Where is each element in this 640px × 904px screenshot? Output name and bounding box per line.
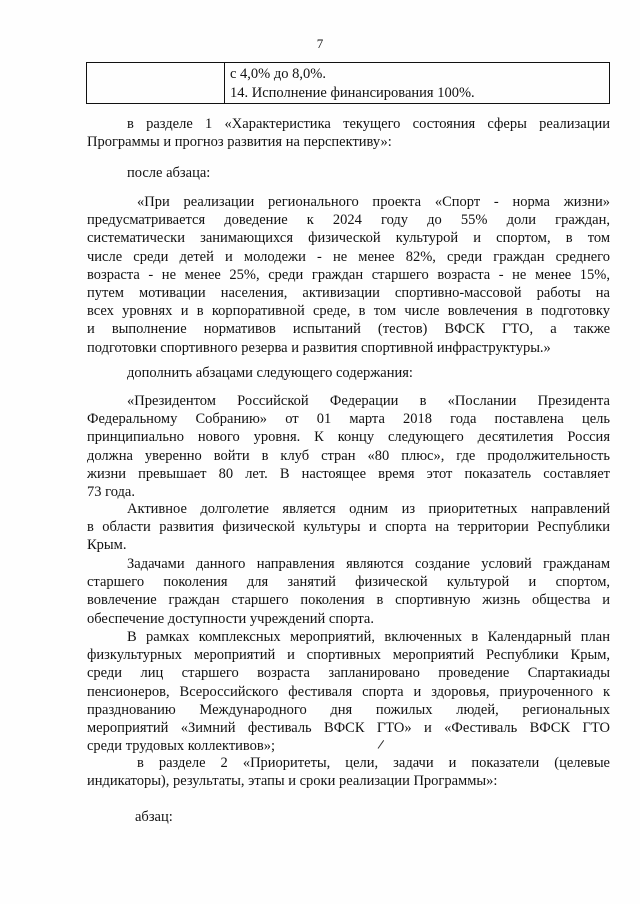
text-line: обеспечение доступности учреждений спорта. — [87, 610, 374, 627]
text-line: принципиально нового уровня. К концу следующего десятилетия Россия — [87, 429, 610, 446]
paragraph-after — [87, 164, 610, 182]
text-line: систематически занимающихся физической культурой и спортом, в том — [87, 230, 610, 247]
text-line: пенсионеров, Всероссийского фестиваля спорта и здоровья, приуроченного к — [87, 683, 610, 700]
page-number: 7 — [316, 36, 324, 51]
text-line: «Президентом Российской Федерации в «Послании Президента — [127, 393, 610, 409]
table-fragment — [86, 62, 610, 104]
paragraph-quote — [87, 193, 610, 357]
text-line: возраста - не менее 25%, среди граждан старшего возраста - не менее 15%, — [87, 266, 610, 283]
text-line: Задачами данного направления являются создание условий гражданам — [127, 556, 610, 572]
text-line: и выполнение нормативов испытаний (тестов) ВФСК ГТО, а также — [87, 321, 610, 338]
text-line: в области развития физической культуры и спорта на территории Республики — [87, 519, 610, 536]
table-column-divider — [224, 63, 225, 103]
text-line: Федеральному Собранию» от 01 марта 2018 года поставлена цель — [87, 411, 610, 428]
table-cell-line: 14. Исполнение финансирования 100%. — [230, 85, 475, 101]
text-line: подготовки спортивного резерва и развития спортивной инфраструктуры.» — [87, 339, 551, 356]
text-line: «При реализации регионального проекта «Спорт - норма жизни» — [137, 194, 610, 210]
paragraph-president — [87, 392, 610, 501]
text-line: должна уверенно войти в клуб стран «80 плюс», где продолжительность — [87, 447, 610, 464]
paragraph-section2 — [87, 754, 610, 790]
text-line: Крым. — [87, 537, 127, 554]
paragraph-tasks — [87, 555, 610, 628]
text-line: Активное долголетие является одним из приоритетных направлений — [127, 501, 610, 517]
paragraph-add — [87, 364, 610, 382]
text-line: предусматривается доведение к 2024 году до 55% доли граждан, — [87, 212, 610, 229]
text-line: жизни превышает 80 лет. В настоящее время этот показатель составляет — [87, 465, 610, 482]
text-line: в разделе 1 «Характеристика текущего состояния сферы реализации — [127, 116, 610, 132]
table-cell — [230, 65, 475, 103]
text-line: старшего поколения для занятий физической культурой и спортом, — [87, 574, 610, 591]
text-line: всех уровнях и в корпоративной среде, в том числе вовлечения в подготовку — [87, 303, 610, 320]
text-line: путем мотивации населения, активизации спортивно-массовой работы на — [87, 285, 610, 302]
text-line: мероприятий «Зимний фестиваль ВФСК ГТО» и «Фестиваль ВФСК ГТО — [87, 720, 610, 737]
text-line: Программы и прогноз развития на перспективу»: — [87, 134, 392, 151]
table-cell-line: с 4,0% до 8,0%. — [230, 66, 326, 82]
text-line: в разделе 2 «Приоритеты, цели, задачи и показатели (целевые — [137, 755, 610, 771]
text-line: индикаторы), результаты, этапы и сроки реализации Программы»: — [87, 773, 498, 790]
text-line: физкультурных мероприятий и спортивных мероприятий Республики Крым, — [87, 647, 610, 664]
paragraph-longevity — [87, 500, 610, 555]
text-line: дополнить абзацами следующего содержания: — [127, 365, 413, 381]
text-line: среди лиц старшего возраста запланировано проведение Спартакиады — [87, 665, 610, 682]
paragraph-events — [87, 628, 610, 755]
text-line: после абзаца: — [127, 165, 211, 181]
paragraph-abzac — [87, 808, 610, 826]
text-line: среди трудовых коллективов»; — [87, 738, 276, 755]
text-line: вовлечение граждан старшего поколения в спортивную жизнь общества и — [87, 592, 610, 609]
text-line: В рамках комплексных мероприятий, включенных в Календарный план — [127, 629, 610, 645]
text-line: 73 года. — [87, 484, 135, 501]
text-line: абзац: — [135, 809, 173, 825]
text-line: числе среди детей и молодежи - не менее 82%, среди граждан среднего — [87, 248, 610, 265]
text-line: празднованию Международного дня пожилых людей, региональных — [87, 701, 610, 718]
paragraph-section1 — [87, 115, 610, 151]
